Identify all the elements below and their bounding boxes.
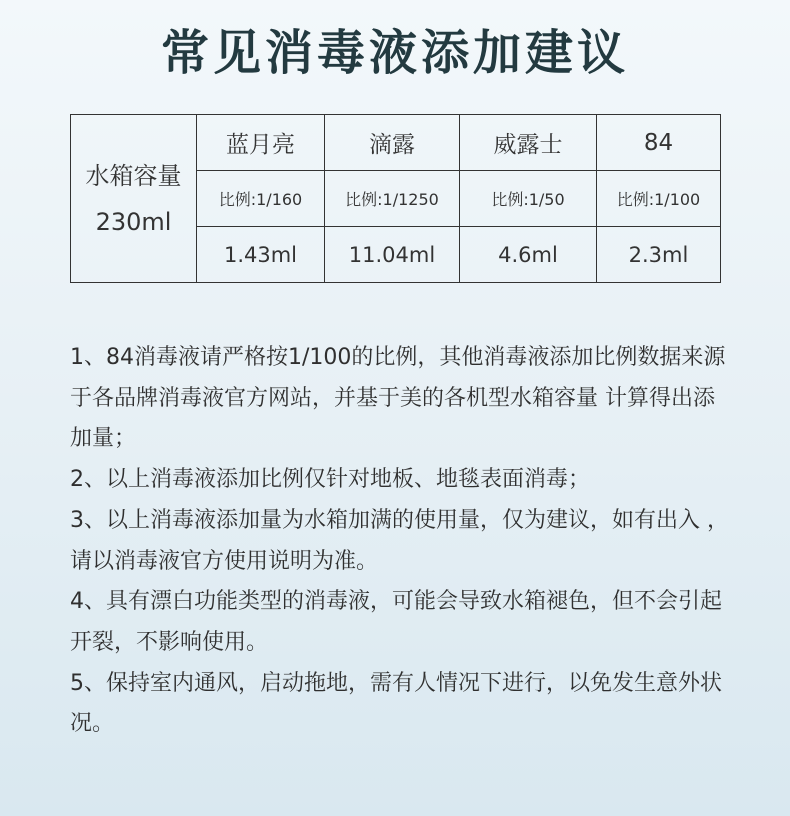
amount-cell: 11.04ml <box>325 227 460 283</box>
ratio-cell: 比例:1/1250 <box>325 171 460 227</box>
brand-cell: 84 <box>597 115 721 171</box>
note-item: 3、以上消毒液添加量为水箱加满的使用量，仅为建议，如有出入 ，请以消毒液官方使用说明为准。 <box>70 507 729 574</box>
brand-row <box>71 115 721 171</box>
note-item: 1、84消毒液请严格按1/100的比例，其他消毒液添加比例数据来源于各品牌消毒液官方网站，并基于美的各机型水箱容量 计算得出添加量； <box>70 345 726 452</box>
tank-capacity-cell <box>71 115 197 283</box>
brand-cell: 滴露 <box>325 115 460 171</box>
amount-cell: 1.43ml <box>197 227 325 283</box>
tank-capacity-label: 水箱容量 <box>85 161 182 190</box>
ratio-cell: 比例:1/160 <box>197 171 325 227</box>
note-item: 4、具有漂白功能类型的消毒液，可能会导致水箱褪色，但不会引起开裂，不影响使用。 <box>70 589 722 655</box>
note-item: 5、保持室内通风，启动拖地，需有人情况下进行，以免发生意外状况。 <box>70 670 722 737</box>
amount-cell: 2.3ml <box>597 227 721 283</box>
ratio-cell: 比例:1/50 <box>460 171 597 227</box>
note-item: 2、以上消毒液添加比例仅针对地板、地毯表面消毒； <box>70 467 590 493</box>
amount-cell: 4.6ml <box>460 227 597 283</box>
disinfectant-ratio-table <box>70 114 721 283</box>
notes-list <box>70 338 730 745</box>
brand-cell: 蓝月亮 <box>197 115 325 171</box>
brand-cell: 威露士 <box>460 115 597 171</box>
page-title: 常见消毒液添加建议 <box>160 25 629 81</box>
ratio-cell: 比例:1/100 <box>597 171 721 227</box>
tank-capacity-value: 230ml <box>95 207 172 236</box>
